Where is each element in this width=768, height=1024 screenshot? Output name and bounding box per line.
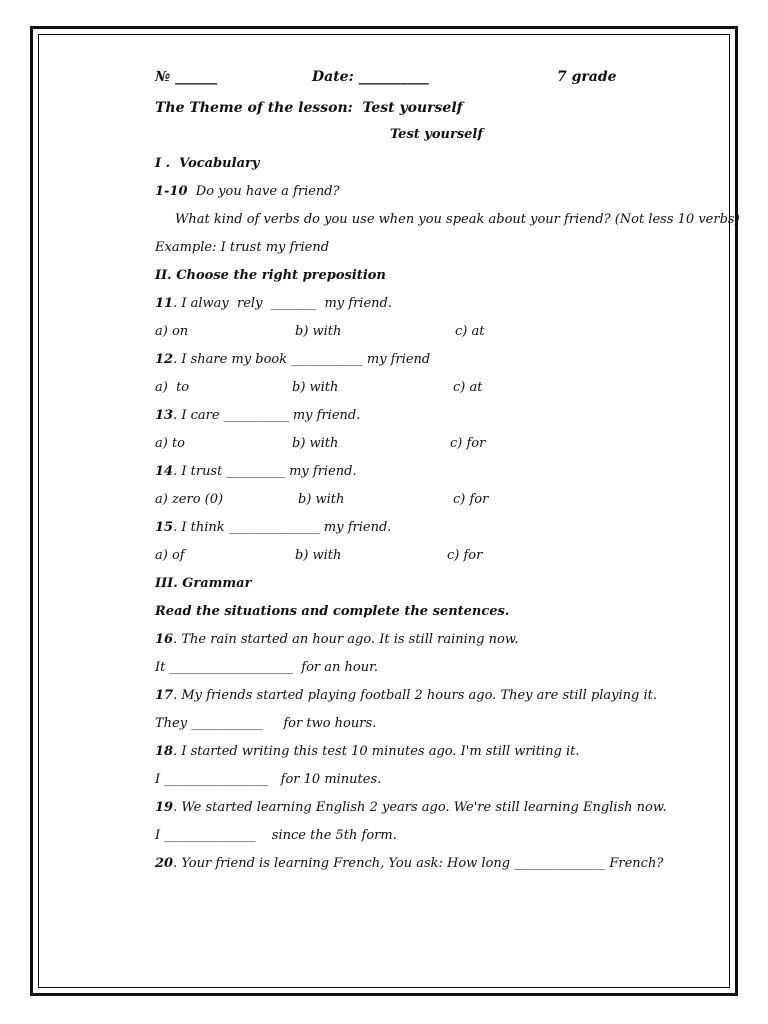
question-number: 20	[155, 856, 174, 871]
question-20	[155, 856, 663, 872]
answer-19: I ______________ since the 5th form.	[155, 828, 397, 843]
q12-option-b: b) with	[292, 380, 339, 395]
question-text: . I share my book ___________ my friend	[173, 352, 431, 367]
section-vocabulary: I . Vocabulary	[155, 156, 260, 171]
q11-option-b: b) with	[295, 324, 342, 339]
q13-option-a: a) to	[155, 436, 186, 451]
lesson-theme: The Theme of the lesson: Test yourself	[155, 100, 463, 116]
question-text: . I think ______________ my friend.	[173, 520, 392, 535]
question-number: 11	[155, 296, 174, 311]
question-text: . My friends started playing football 2 hours ago. They are still playing it.	[173, 688, 658, 703]
question-number: 13	[155, 408, 174, 423]
test-title: Test yourself	[390, 127, 483, 142]
question-text: . The rain started an hour ago. It is still raining now.	[173, 632, 519, 647]
question-text: . I alway rely _______ my friend.	[173, 296, 392, 311]
question-14	[155, 464, 357, 480]
q15-option-c: c) for	[447, 548, 483, 563]
grammar-instruction: Read the situations and complete the sentences.	[155, 604, 510, 619]
question-text: . Your friend is learning French, You ask: How long ______________ French?	[173, 856, 664, 871]
date-field: Date: __________	[312, 69, 429, 85]
question-19	[155, 800, 667, 816]
answer-17: They ___________ for two hours.	[155, 716, 377, 731]
answer-16: It ___________________ for an hour.	[155, 660, 378, 675]
number-field: № ______	[155, 69, 218, 85]
vocab-question	[155, 184, 340, 200]
question-text: . I trust _________ my friend.	[173, 464, 357, 479]
q12-option-a: a) to	[155, 380, 190, 395]
q11-option-c: c) at	[455, 324, 485, 339]
question-17	[155, 688, 657, 704]
question-text: . I care __________ my friend.	[173, 408, 361, 423]
q14-option-c: c) for	[453, 492, 489, 507]
q14-option-b: b) with	[298, 492, 345, 507]
section-prepositions: II. Choose the right preposition	[155, 268, 386, 283]
section-grammar: III. Grammar	[155, 576, 252, 591]
vocab-example: Example: I trust my friend	[155, 240, 330, 255]
question-text: . We started learning English 2 years ago. We're still learning English now.	[173, 800, 667, 815]
question-16	[155, 632, 519, 648]
question-number: 17	[155, 688, 174, 703]
question-15	[155, 520, 391, 536]
question-number: 19	[155, 800, 174, 815]
q14-option-a: a) zero (0)	[155, 492, 224, 507]
question-number: 18	[155, 744, 174, 759]
question-number: 12	[155, 352, 174, 367]
question-13	[155, 408, 360, 424]
question-12	[155, 352, 430, 368]
q11-option-a: a) on	[155, 324, 189, 339]
q13-option-c: c) for	[450, 436, 486, 451]
vocab-instruction: What kind of verbs do you use when you speak about your friend? (Not less 10 verbs)	[175, 212, 740, 227]
question-18	[155, 744, 580, 760]
q15-option-b: b) with	[295, 548, 342, 563]
vocab-question-text: Do you have a friend?	[187, 184, 340, 199]
question-number: 15	[155, 520, 174, 535]
q15-option-a: a) of	[155, 548, 185, 563]
answer-18: I ________________ for 10 minutes.	[155, 772, 382, 787]
question-11	[155, 296, 392, 312]
question-text: . I started writing this test 10 minutes ago. I'm still writing it.	[173, 744, 580, 759]
q12-option-c: c) at	[453, 380, 483, 395]
page-border-inner	[38, 34, 730, 988]
grade-label: 7 grade	[557, 69, 617, 85]
question-number: 14	[155, 464, 174, 479]
question-number: 16	[155, 632, 174, 647]
vocab-number: 1-10	[155, 184, 188, 199]
q13-option-b: b) with	[292, 436, 339, 451]
